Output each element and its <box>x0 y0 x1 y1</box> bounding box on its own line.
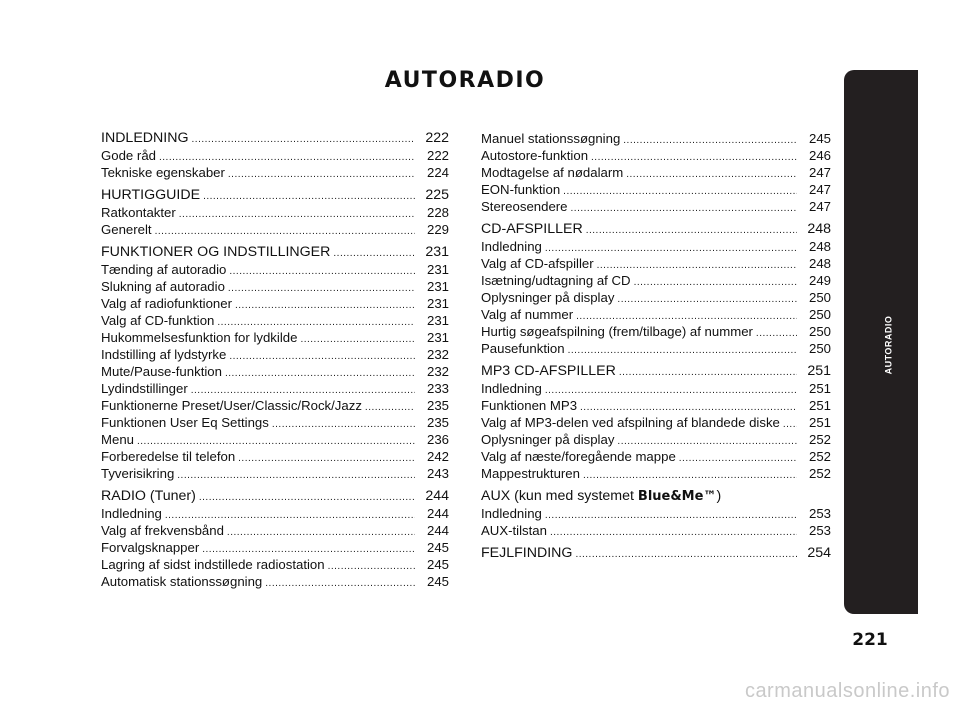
toc-entry[interactable] <box>481 164 831 181</box>
toc-entry[interactable] <box>101 164 449 181</box>
toc-page-number: 224 <box>426 165 449 180</box>
toc-entry[interactable] <box>101 363 449 380</box>
toc-page-number: 244 <box>425 488 449 504</box>
toc-entry-title: FEJLFINDING <box>481 545 573 561</box>
toc-entry[interactable] <box>481 397 831 414</box>
toc-section-heading-aux[interactable] <box>481 488 831 505</box>
toc-entry-title: Lydindstillinger <box>101 381 188 396</box>
toc-dot-leader <box>634 274 797 291</box>
toc-right-column <box>481 130 831 562</box>
toc-entry-title: Tekniske egenskaber <box>101 165 225 180</box>
toc-page-number: 236 <box>426 432 449 447</box>
toc-aux-prefix: AUX (kun med systemet <box>481 488 638 504</box>
toc-dot-leader <box>229 263 415 280</box>
toc-entry[interactable] <box>481 340 831 357</box>
toc-page-number: 254 <box>807 545 831 561</box>
toc-page-number: 246 <box>808 148 831 163</box>
toc-page-number: 244 <box>426 523 449 538</box>
toc-entry-title: Oplysninger på display <box>481 290 615 305</box>
toc-entry[interactable] <box>101 221 449 238</box>
toc-page-number: 225 <box>425 187 449 203</box>
toc-section-heading[interactable] <box>101 130 449 147</box>
toc-entry-title: Indstilling af lydstyrke <box>101 347 227 362</box>
toc-entry-title: Indledning <box>101 506 162 521</box>
toc-aux-brand: Blue&Me™ <box>637 489 717 504</box>
toc-entry-title: Manuel stationssøgning <box>481 131 621 146</box>
toc-entry-title: AUX-tilstan <box>481 523 547 538</box>
toc-page-number: 250 <box>808 324 831 339</box>
toc-entry-title: MP3 CD-AFSPILLER <box>481 363 616 379</box>
toc-page-number: 235 <box>426 398 449 413</box>
toc-page-number: 232 <box>426 347 449 362</box>
toc-page-number: 253 <box>808 506 831 521</box>
toc-entry-title: Mute/Pause-funktion <box>101 364 222 379</box>
toc-entry[interactable] <box>101 448 449 465</box>
toc-dot-leader <box>545 507 797 524</box>
toc-entry[interactable] <box>481 323 831 340</box>
toc-page-number: 231 <box>426 279 449 294</box>
toc-aux-suffix: ) <box>716 488 722 504</box>
toc-entry[interactable] <box>101 261 449 278</box>
toc-entry-title: Hurtig søgeafspilning (frem/tilbage) af nummer <box>481 324 753 339</box>
toc-entry-title: Indledning <box>481 381 542 396</box>
toc-entry-title: Valg af næste/foregående mappe <box>481 449 676 464</box>
toc-entry[interactable] <box>101 431 449 448</box>
toc-entry[interactable] <box>101 556 449 573</box>
toc-page-number: 247 <box>808 165 831 180</box>
toc-dot-leader <box>203 188 415 205</box>
toc-entry[interactable] <box>101 573 449 590</box>
toc-section-heading[interactable] <box>481 363 831 380</box>
toc-page-number: 245 <box>808 131 831 146</box>
toc-entry-title: Gode råd <box>101 148 156 163</box>
toc-entry-title: Pausefunktion <box>481 341 565 356</box>
page-title: AUTORADIO <box>384 68 546 93</box>
toc-page-number: 251 <box>808 381 831 396</box>
toc-page-number: 231 <box>426 330 449 345</box>
chapter-side-tab <box>844 70 918 614</box>
toc-entry-title: Valg af CD-afspiller <box>481 256 594 271</box>
toc-page-number: 231 <box>425 244 449 260</box>
toc-dot-leader <box>586 222 797 239</box>
page-number: 221 <box>852 630 888 650</box>
toc-dot-leader <box>575 546 797 563</box>
toc-entry-title: INDLEDNING <box>101 130 189 146</box>
toc-section-heading[interactable] <box>101 488 449 505</box>
toc-page-number: 231 <box>426 296 449 311</box>
toc-dot-leader <box>619 364 797 381</box>
toc-entry-title: Modtagelse af nødalarm <box>481 165 624 180</box>
toc-page-number: 247 <box>808 182 831 197</box>
toc-entry[interactable] <box>481 465 831 482</box>
toc-entry[interactable] <box>481 431 831 448</box>
toc-page-number: 245 <box>426 574 449 589</box>
toc-entry[interactable] <box>481 505 831 522</box>
toc-section-heading[interactable] <box>101 187 449 204</box>
toc-dot-leader <box>623 132 797 149</box>
toc-entry-title: EON-funktion <box>481 182 561 197</box>
toc-section-heading[interactable] <box>481 221 831 238</box>
toc-entry[interactable] <box>481 198 831 215</box>
toc-entry[interactable] <box>101 147 449 164</box>
toc-page-number: 250 <box>808 307 831 322</box>
toc-dot-leader <box>626 166 797 183</box>
toc-dot-leader <box>272 416 415 433</box>
toc-entry-title: Valg af frekvensbånd <box>101 523 224 538</box>
toc-page-number: 251 <box>807 363 831 379</box>
toc-entry-title: CD-AFSPILLER <box>481 221 583 237</box>
toc-entry-title: Valg af nummer <box>481 307 574 322</box>
toc-page-number: 235 <box>426 415 449 430</box>
toc-entry[interactable] <box>481 130 831 147</box>
toc-entry-title: Menu <box>101 432 134 447</box>
toc-entry-title: Funktionen User Eq Settings <box>101 415 269 430</box>
toc-entry[interactable] <box>101 329 449 346</box>
toc-entry[interactable] <box>101 414 449 431</box>
toc-entry[interactable] <box>481 272 831 289</box>
toc-entry[interactable] <box>481 147 831 164</box>
toc-entry[interactable] <box>101 346 449 363</box>
toc-entry[interactable] <box>101 278 449 295</box>
toc-page-number: 245 <box>426 540 449 555</box>
toc-dot-leader <box>571 200 797 217</box>
toc-dot-leader <box>238 450 415 467</box>
toc-page-number: 249 <box>808 273 831 288</box>
toc-entry[interactable] <box>101 465 449 482</box>
toc-entry[interactable] <box>481 448 831 465</box>
toc-entry[interactable] <box>481 181 831 198</box>
toc-dot-leader <box>300 331 415 348</box>
toc-dot-leader <box>265 575 415 592</box>
toc-entry-title: Autostore-funktion <box>481 148 589 163</box>
toc-dot-leader <box>177 467 415 484</box>
toc-entry-title: Funktionerne Preset/User/Classic/Rock/Jazz <box>101 398 362 413</box>
toc-entry-title: Valg af CD-funktion <box>101 313 215 328</box>
toc-dot-leader <box>583 467 797 484</box>
toc-left-column <box>101 130 449 590</box>
toc-page-number: 252 <box>808 466 831 481</box>
toc-page-number: 250 <box>808 341 831 356</box>
toc-page-number: 248 <box>807 221 831 237</box>
toc-page-number: 252 <box>808 449 831 464</box>
toc-page-number: 245 <box>426 557 449 572</box>
toc-page-number: 232 <box>426 364 449 379</box>
toc-page-number: 247 <box>808 199 831 214</box>
toc-dot-leader <box>225 365 415 382</box>
toc-entry-title: Generelt <box>101 222 152 237</box>
chapter-side-label: AUTORADIO <box>883 315 894 375</box>
toc-entry-title: Mappestrukturen <box>481 466 580 481</box>
toc-entry[interactable] <box>481 522 831 539</box>
toc-section-heading[interactable] <box>481 545 831 562</box>
toc-page-number: 228 <box>426 205 449 220</box>
toc-entry-title: Valg af MP3-delen ved afspilning af blandede diske <box>481 415 780 430</box>
toc-entry[interactable] <box>481 414 831 431</box>
toc-entry[interactable] <box>101 204 449 221</box>
toc-page-number: 252 <box>808 432 831 447</box>
toc-dot-leader <box>228 280 415 297</box>
toc-entry[interactable] <box>101 522 449 539</box>
toc-page-number: 231 <box>426 262 449 277</box>
toc-entry[interactable] <box>481 255 831 272</box>
toc-dot-leader <box>235 297 415 314</box>
toc-entry-title: Tyverisikring <box>101 466 175 481</box>
toc-entry-title: Automatisk stationssøgning <box>101 574 263 589</box>
toc-dot-leader <box>545 382 797 399</box>
toc-dot-leader <box>155 223 415 240</box>
toc-page-number: 222 <box>426 148 449 163</box>
toc-dot-leader <box>192 131 415 148</box>
toc-dot-leader <box>228 166 415 183</box>
toc-dot-leader <box>679 450 797 467</box>
toc-dot-leader <box>563 183 797 200</box>
toc-entry-title: Indledning <box>481 506 542 521</box>
toc-page-number: 231 <box>426 313 449 328</box>
toc-entry-title: Isætning/udtagning af CD <box>481 273 631 288</box>
toc-page-number: 229 <box>426 222 449 237</box>
toc-entry[interactable] <box>101 505 449 522</box>
toc-dot-leader <box>365 399 415 416</box>
toc-entry-title: Lagring af sidst indstillede radiostation <box>101 557 325 572</box>
toc-entry-title: Indledning <box>481 239 542 254</box>
toc-page-number: 222 <box>425 130 449 146</box>
toc-page-number: 250 <box>808 290 831 305</box>
toc-entry-title: FUNKTIONER OG INDSTILLINGER <box>101 244 331 260</box>
toc-dot-leader <box>199 489 415 506</box>
toc-entry[interactable] <box>101 397 449 414</box>
toc-entry[interactable] <box>481 306 831 323</box>
toc-entry-title: Slukning af autoradio <box>101 279 225 294</box>
toc-dot-leader <box>756 325 797 342</box>
toc-page-number: 248 <box>808 239 831 254</box>
toc-entry[interactable] <box>101 380 449 397</box>
toc-page-number: 251 <box>808 398 831 413</box>
toc-entry[interactable] <box>101 312 449 329</box>
toc-entry-title: Funktionen MP3 <box>481 398 578 413</box>
toc-entry-title: Forberedelse til telefon <box>101 449 236 464</box>
toc-dot-leader <box>179 206 415 223</box>
toc-entry-title: Oplysninger på display <box>481 432 615 447</box>
toc-dot-leader <box>550 524 797 541</box>
toc-entry[interactable] <box>481 238 831 255</box>
toc-page-number: 253 <box>808 523 831 538</box>
toc-entry[interactable] <box>481 289 831 306</box>
toc-entry[interactable] <box>101 539 449 556</box>
toc-dot-leader <box>328 558 415 575</box>
toc-page-number: 243 <box>426 466 449 481</box>
toc-page-number: 251 <box>808 415 831 430</box>
toc-dot-leader <box>617 291 797 308</box>
toc-entry[interactable] <box>101 295 449 312</box>
toc-page-number: 233 <box>426 381 449 396</box>
toc-page-number: 248 <box>808 256 831 271</box>
toc-page-number: 244 <box>426 506 449 521</box>
toc-entry-title: Valg af radiofunktioner <box>101 296 232 311</box>
toc-entry-title: HURTIGGUIDE <box>101 187 201 203</box>
toc-entry-title: Tænding af autoradio <box>101 262 227 277</box>
toc-entry-title: RADIO (Tuner) <box>101 488 196 504</box>
toc-dot-leader <box>227 524 415 541</box>
toc-dot-leader <box>568 342 797 359</box>
toc-section-heading[interactable] <box>101 244 449 261</box>
toc-dot-leader <box>333 245 415 262</box>
watermark: carmanualsonline.info <box>744 680 950 702</box>
toc-entry[interactable] <box>481 380 831 397</box>
toc-page-number: 242 <box>426 449 449 464</box>
toc-entry-title: Stereosendere <box>481 199 568 214</box>
toc-entry-title: Forvalgsknapper <box>101 540 200 555</box>
toc-entry-title: Ratkontakter <box>101 205 176 220</box>
toc-dot-leader <box>229 348 415 365</box>
toc-dot-leader <box>783 416 797 433</box>
toc-entry-title: Hukommelsesfunktion for lydkilde <box>101 330 298 345</box>
